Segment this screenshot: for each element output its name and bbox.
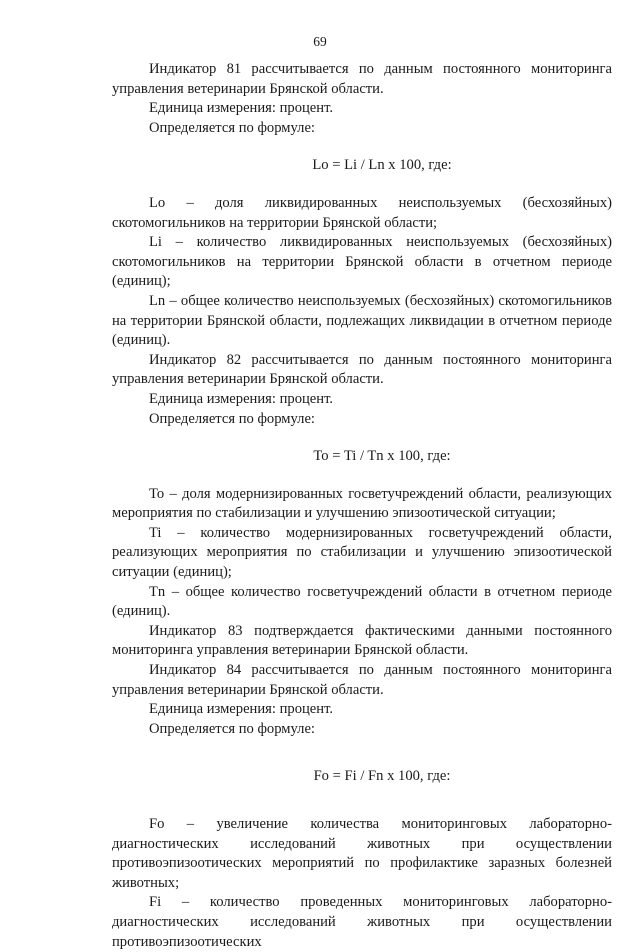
paragraph: Li – количество ликвидированных неиспользуемых (бесхозяйных) скотомогильников на территории Брянской области в отчетном периоде (единиц);	[112, 234, 612, 290]
paragraph: Lo – доля ликвидированных неиспользуемых (бесхозяйных) скотомогильников на территории Брянской области;	[112, 194, 612, 231]
paragraph: Fi – количество проведенных мониторинговых лабораторно-диагностических исследований животных при осуществлении противоэпизоотических	[112, 894, 612, 950]
paragraph: Единица измерения: процент.	[149, 390, 334, 407]
paragraph: Определяется по формуле:	[149, 119, 315, 136]
paragraph: Ln – общее количество неиспользуемых (бесхозяйных) скотомогильников на территории Брянской области, подлежащих ликвидации в отчетном периоде (единиц).	[112, 292, 612, 349]
paragraph: Индикатор 83 подтверждается фактическими данными постоянного мониторинга управления ветеринарии Брянской области.	[112, 622, 612, 659]
paragraph: Определяется по формуле:	[149, 410, 315, 427]
formula: Fo = Fi / Fn x 100, где:	[313, 768, 451, 785]
paragraph: Tn – общее количество госветучреждений области в отчетном периоде (единиц).	[112, 583, 612, 620]
page-number: 69	[313, 34, 327, 49]
document-body	[112, 60, 612, 952]
paragraph: Определяется по формуле:	[149, 720, 315, 737]
paragraph: Индикатор 81 рассчитывается по данным постоянного мониторинга управления ветеринарии Брянской области.	[112, 61, 612, 97]
paragraph: To – доля модернизированных госветучреждений области, реализующих мероприятия по стабилизации и улучшению эпизоотической ситуации;	[112, 485, 612, 522]
paragraph: Единица измерения: процент.	[149, 100, 334, 117]
paragraph: Fo – увеличение количества мониторинговых лабораторно-диагностических исследований животных при осуществлении противоэпизоотических мероприятий по профилактике заразных болезней животных;	[112, 816, 612, 891]
paragraph: Ti – количество модернизированных госветучреждений области, реализующих мероприятия по стабилизации и улучшению эпизоотической ситуации (единиц);	[112, 524, 612, 581]
paragraph: Индикатор 84 рассчитывается по данным постоянного мониторинга управления ветеринарии Брянской области.	[112, 662, 612, 698]
formula: Lo = Li / Ln x 100, где:	[312, 157, 452, 174]
paragraph: Индикатор 82 рассчитывается по данным постоянного мониторинга управления ветеринарии Брянской области.	[112, 351, 612, 388]
paragraph: Единица измерения: процент.	[149, 701, 334, 718]
formula: To = Ti / Tn x 100, где:	[313, 448, 451, 465]
